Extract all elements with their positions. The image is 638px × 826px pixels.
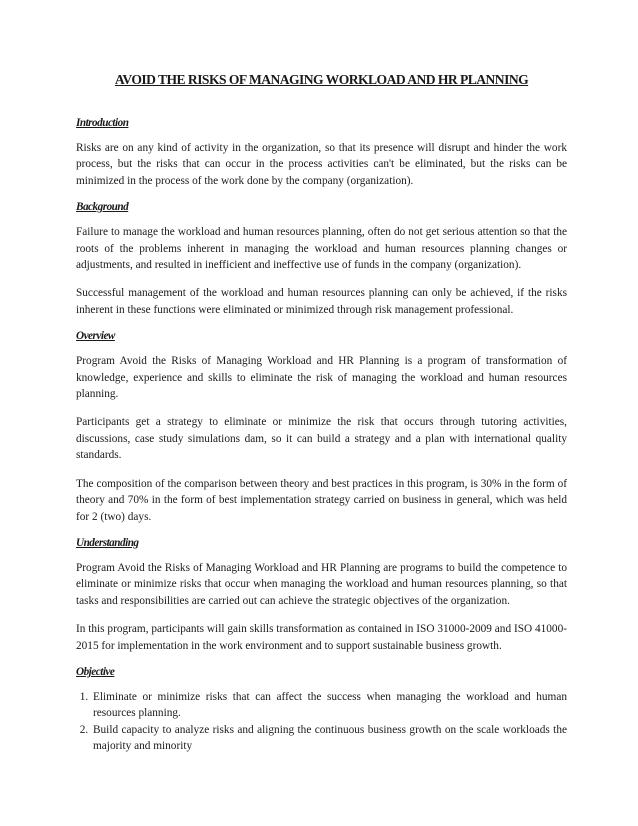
heading-objective: Objective [76,665,115,678]
heading-overview: Overview [76,330,115,343]
heading-background: Background [76,201,129,214]
heading-understanding: Understanding [76,536,139,549]
objective-item-2: 2. Build capacity to analyze risks and aligning the continuous business growth on the scale workloads the majority and minority [91,722,567,755]
introduction-paragraph-1: Risks are on any kind of activity in the organization, so that its presence will disrupt and hinder the work process, but the risks that can occur in the process activities can't be eliminated, but the risks can be minimized in the process of the work done by the company (organization). [76,142,567,187]
overview-paragraph-1: Program Avoid the Risks of Managing Workload and HR Planning is a program of transformation of knowledge, experience and skills to eliminate the risk of managing the workload and human resources planning. [76,355,567,401]
overview-paragraph-3: The composition of the comparison between theory and best practices in this program, is 30% in the form of theory and 70% in the form of best implementation strategy carried on business in general, which was held for 2 (two) days. [76,477,567,523]
understanding-paragraph-1: Program Avoid the Risks of Managing Workload and HR Planning are programs to build the competence to eliminate or minimize risks that occur when managing the workload and human resources planning, so that tasks and responsibilities are carried out can achieve the strategic objectives of the organization. [76,561,567,607]
overview-paragraph-2: Participants get a strategy to eliminate or minimize the risk that occurs through tutoring activities, discussions, case study simulations dam, so it can build a strategy and a plan with international quality standards. [76,416,567,462]
heading-introduction: Introduction [76,117,129,129]
objective-item-1: 1. Eliminate or minimize risks that can affect the success when managing the workload and human resources planning. [91,689,567,722]
objective-list [76,689,567,755]
understanding-paragraph-2: In this program, participants will gain skills transformation as contained in ISO 31000-2009 and ISO 41000-2015 for implementation in the work environment and to support sustainable business growth. [76,623,567,652]
background-paragraph-2: Successful management of the workload and human resources planning can only be achieved, if the risks inherent in these functions were eliminated or minimized through risk management professional. [76,287,567,316]
background-paragraph-1: Failure to manage the workload and human resources planning, often do not get serious attention so that the roots of the problems inherent in managing the workload and human resources planning changes or adjustments, and resulted in inefficient and ineffective use of funds in the company (organization). [76,226,567,272]
document-title: AVOID THE RISKS OF MANAGING WORKLOAD AND HR PLANNING [114,72,529,87]
